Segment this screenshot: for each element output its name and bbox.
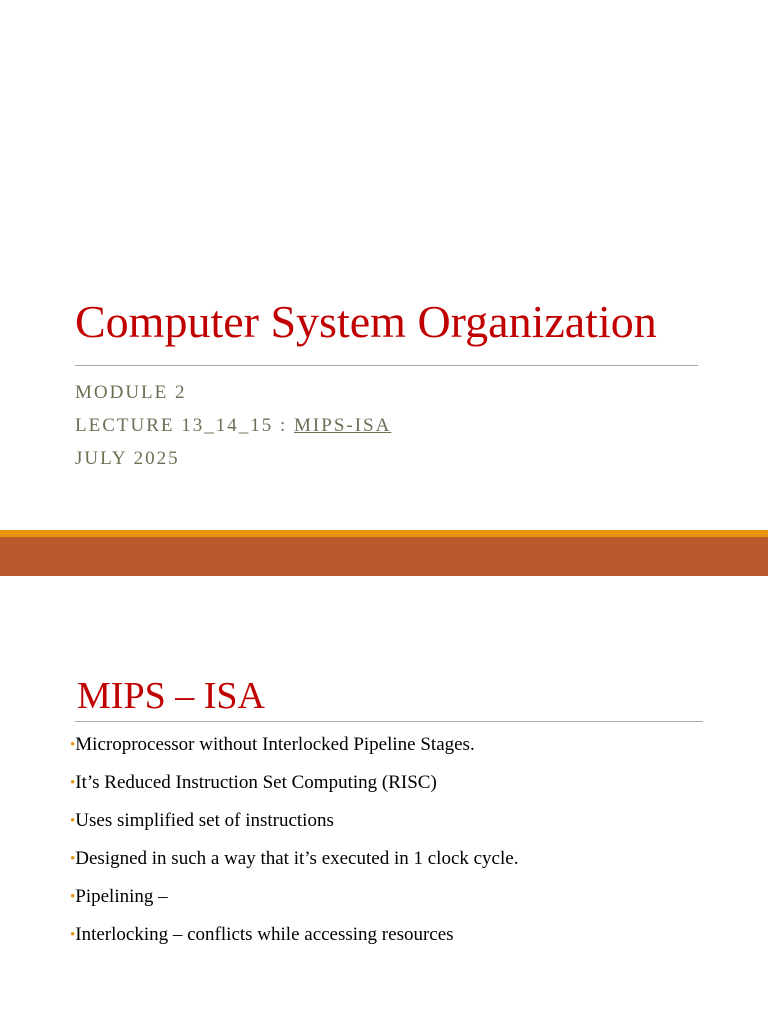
slide-subtitle: [75, 376, 391, 475]
list-item: [70, 770, 518, 808]
list-item: [70, 846, 518, 884]
date-label: JULY 2025: [75, 448, 180, 469]
bullet-text: Uses simplified set of instructions: [75, 810, 334, 831]
bullet-list: [70, 732, 518, 960]
bullet-dot-icon: •: [70, 737, 76, 753]
bullet-dot-icon: •: [70, 813, 76, 829]
bullet-text: Microprocessor without Interlocked Pipeline Stages.: [75, 734, 475, 755]
bullet-dot-icon: •: [70, 889, 76, 905]
list-item: [70, 884, 518, 922]
content-slide: [0, 576, 768, 1024]
lecture-line: [75, 409, 391, 442]
bullet-text: Interlocking – conflicts while accessing resources: [75, 924, 454, 945]
mips-isa-link[interactable]: MIPS-ISA: [294, 415, 392, 436]
list-item: [70, 808, 518, 846]
accent-band-thick: [0, 537, 768, 576]
heading-divider: [75, 721, 703, 722]
bullet-text: Pipelining –: [75, 886, 168, 907]
list-item: [70, 732, 518, 770]
list-item: [70, 922, 518, 960]
bullet-dot-icon: •: [70, 851, 76, 867]
accent-band-thin: [0, 530, 768, 537]
module-label: MODULE 2: [75, 382, 187, 403]
bullet-text: Designed in such a way that it’s executed in 1 clock cycle.: [75, 848, 519, 869]
bullet-text: It’s Reduced Instruction Set Computing (RISC): [75, 772, 437, 793]
title-divider: [75, 365, 698, 366]
slide-heading: MIPS – ISA: [77, 675, 265, 717]
bullet-dot-icon: •: [70, 927, 76, 943]
slide-title: Computer System Organization: [75, 296, 657, 347]
bullet-dot-icon: •: [70, 775, 76, 791]
lecture-label: LECTURE 13_14_15 :: [75, 415, 295, 436]
